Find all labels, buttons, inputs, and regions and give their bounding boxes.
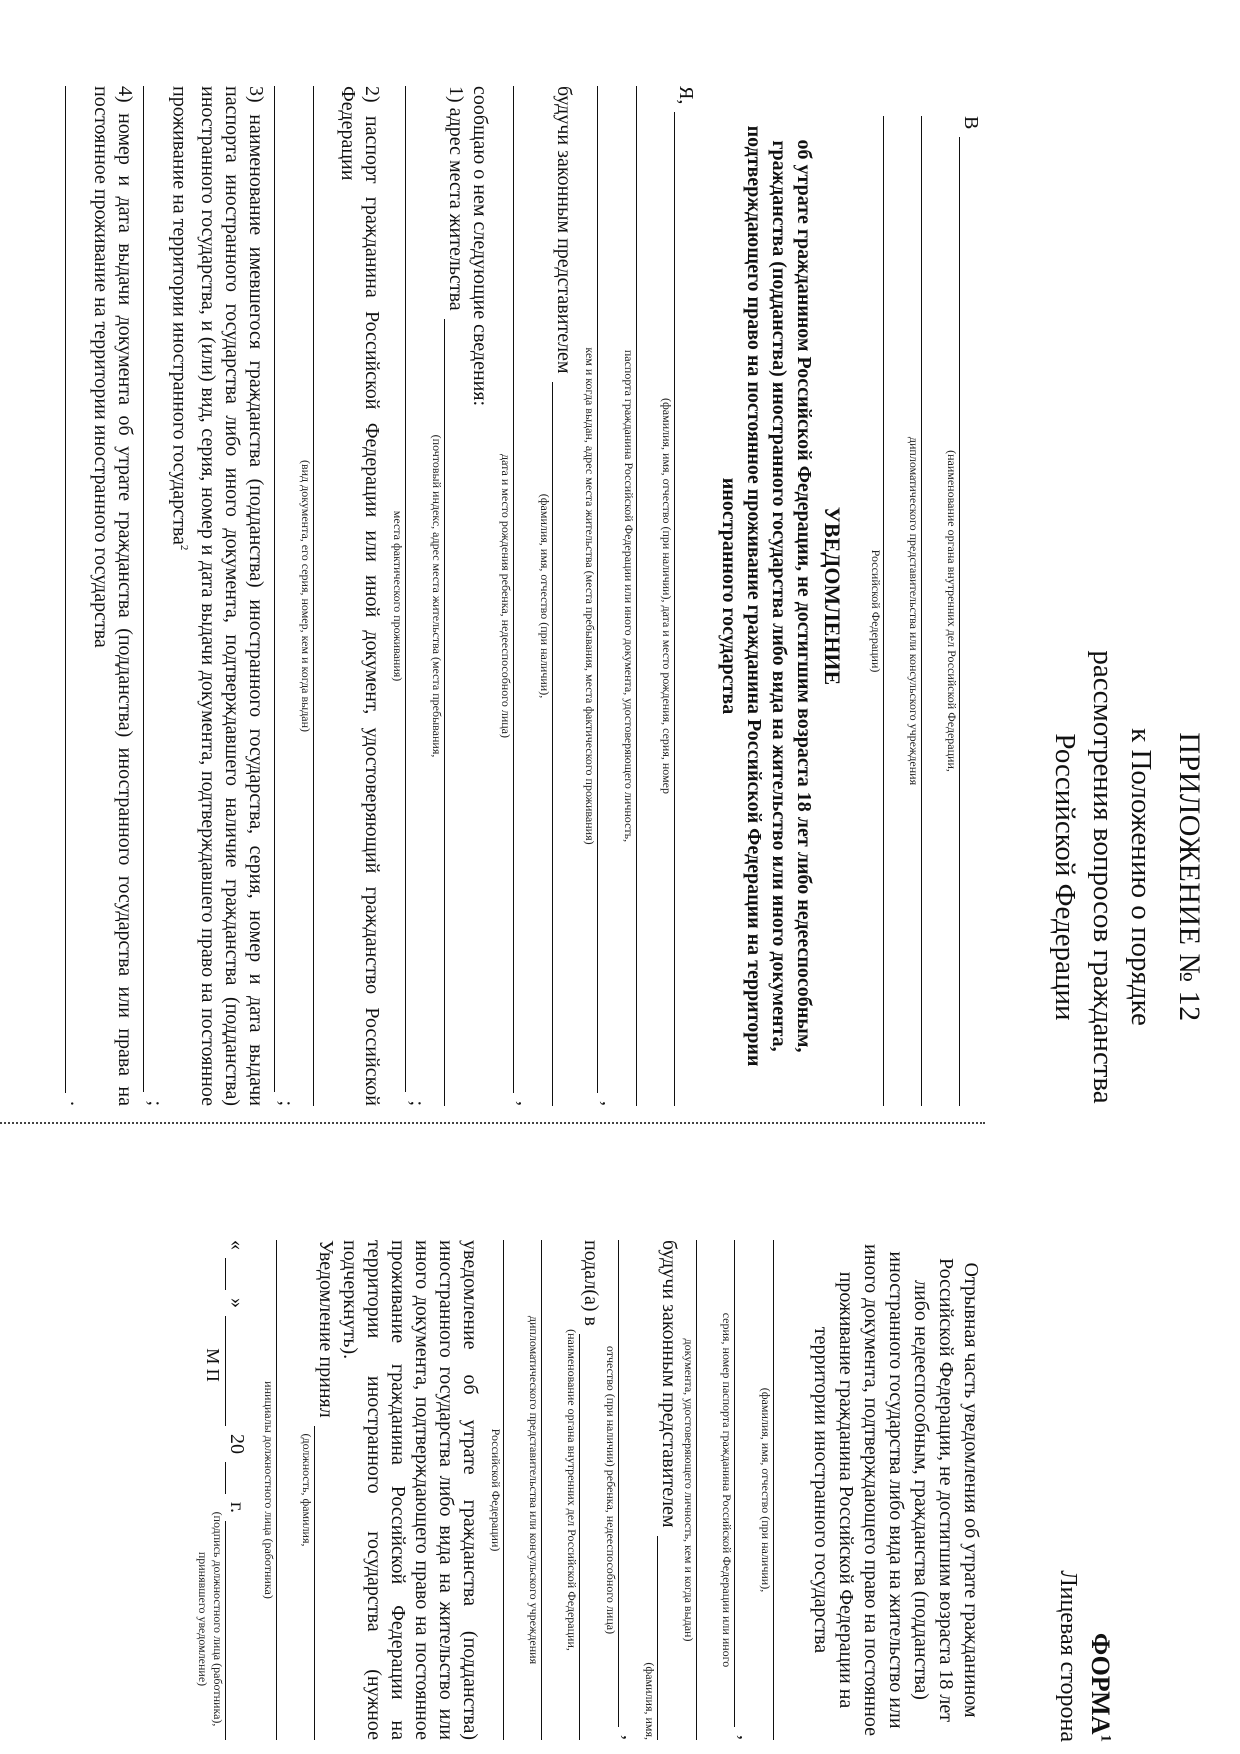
tear-off-part bbox=[195, 1240, 983, 1740]
appendix-subtitle bbox=[1046, 0, 1160, 1754]
tear-passport-field[interactable] bbox=[734, 1240, 757, 1727]
tear-passport-caption: серия, номер паспорта гражданина Российской Федерации или иного bbox=[720, 1312, 734, 1668]
doc-caption: (вид документа, его серия, номер, кем и когда выдан) bbox=[299, 459, 313, 733]
addressee-row bbox=[959, 116, 983, 1106]
subtitle-line: Российской Федерации bbox=[1049, 733, 1081, 1021]
signature-caption: (подпись должностного лица (работника), принявшего уведомление) bbox=[196, 1511, 225, 1727]
issued-caption: кем и когда выдан, адрес места жительства (места пребывания, места фактического проживания) bbox=[583, 347, 597, 845]
residence-address-field[interactable] bbox=[444, 319, 467, 1106]
report-intro: сообщаю о нем следующие сведения: bbox=[469, 86, 491, 407]
legal-rep-row bbox=[552, 86, 576, 1106]
tear-notice-text: уведомление об утрате гражданства (подданства) иностранного государства либо вида на жительство или иного документа, подтверждающего право на постоянное проживание гражданина Российской Федерации на территории иностранного государства (нужное подчеркнуть). bbox=[339, 1240, 481, 1740]
date-year-suffix: г. bbox=[226, 1502, 248, 1513]
tear-child-field[interactable] bbox=[618, 1240, 641, 1727]
org-caption: (наименование органа внутренних дел Российской Федерации, bbox=[565, 1329, 579, 1651]
form-mark bbox=[1054, 1512, 1115, 1742]
notice-form bbox=[65, 86, 983, 1106]
tear-doc-caption: документа, удостоверяющего личность, кем и когда выдан) bbox=[682, 1338, 696, 1642]
child-birth-row: , bbox=[513, 86, 537, 1106]
position-caption: (должность, фамилия, bbox=[300, 1433, 314, 1547]
foreign-citizenship-field[interactable] bbox=[143, 86, 166, 1092]
stamp-label: М П bbox=[203, 1348, 223, 1382]
item-1-row bbox=[444, 86, 468, 1106]
notice-subject: об утрате гражданином Российской Федерации, не достигшим возраста 18 лет либо недееспособным, гражданства (подданства) иностранного государства либо вида на жительство или иного документа, подтверждающего право на постоянное проживание гражданина Российской Федерации на территории иностранного государства bbox=[718, 125, 815, 1067]
tear-child-caption: отчество (при наличии) ребенка, недееспособного лица) bbox=[604, 1345, 618, 1635]
issued-row: , bbox=[597, 86, 621, 1106]
child-birth-field[interactable] bbox=[513, 86, 536, 1093]
tear-child-row: , bbox=[618, 1240, 642, 1740]
notice-title: УВЕДОМЛЕНИЕ bbox=[820, 506, 845, 686]
address-caption: места фактического проживания) bbox=[391, 510, 405, 682]
item-4-text: 4) номер и дата выдачи документа об утрате гражданства (подданства) иностранного государства или права на постоянное проживание на территории иностранного государства bbox=[90, 86, 137, 1106]
applicant-row bbox=[674, 86, 698, 1106]
submitted-org-field-3[interactable] bbox=[503, 1240, 526, 1740]
org-caption: дипломатического представительства или консульского учреждения bbox=[527, 1315, 541, 1665]
item-3-row: ; bbox=[143, 86, 167, 1106]
tear-name-field[interactable] bbox=[773, 1240, 796, 1740]
appendix-title: ПРИЛОЖЕНИЕ № 12 bbox=[1173, 732, 1206, 1022]
applicant-caption: (фамилия, имя, отчество (при наличии), дата и место рождения, серия, номер bbox=[660, 398, 674, 794]
passport-rf-field-2[interactable] bbox=[274, 86, 297, 1092]
item-3-footnote: 2 bbox=[178, 544, 190, 551]
passport-rf-field[interactable] bbox=[313, 86, 336, 1106]
date-signature-row bbox=[225, 1240, 249, 1740]
date-year-prefix: 20 bbox=[226, 1434, 248, 1454]
accepted-label: Уведомление принял bbox=[315, 1240, 337, 1418]
addressee-caption: Российской Федерации) bbox=[869, 549, 883, 673]
addressee-field[interactable] bbox=[959, 137, 982, 1106]
addressee-field-3[interactable] bbox=[883, 116, 906, 1106]
item-4-row: . bbox=[65, 86, 89, 1106]
addressee-field-2[interactable] bbox=[921, 116, 944, 1106]
tear-off-line bbox=[0, 1122, 985, 1124]
passport-field[interactable] bbox=[636, 86, 659, 1106]
residence-address-field-2[interactable] bbox=[405, 86, 428, 1092]
accepted-field-2[interactable] bbox=[276, 1240, 299, 1740]
tear-child-name-caption: (фамилия, имя, bbox=[643, 1662, 657, 1740]
submitted-org-field[interactable] bbox=[579, 1334, 602, 1740]
tear-legal-rep-row bbox=[657, 1240, 681, 1740]
subtitle-line: к Положению о порядке bbox=[1125, 728, 1157, 1026]
org-caption: Российской Федерации) bbox=[489, 1428, 503, 1552]
tear-doc-field[interactable] bbox=[696, 1240, 719, 1740]
addressee-caption: (наименование органа внутренних дел Российской Федерации, bbox=[945, 450, 959, 772]
child-birth-caption: дата и место рождения ребенка, недееспособного лица) bbox=[499, 454, 513, 738]
accepted-row bbox=[314, 1240, 338, 1740]
doc-row-2: ; bbox=[274, 86, 298, 1106]
addressee-caption: дипломатического представительства или консульского учреждения bbox=[907, 436, 921, 786]
legal-rep-label: будучи законным представителем bbox=[553, 86, 575, 374]
applicant-field[interactable] bbox=[674, 112, 697, 1106]
form-footnote-mark: 1 bbox=[1097, 1734, 1114, 1742]
addressee-block bbox=[868, 86, 983, 1106]
tear-child-name-field[interactable] bbox=[657, 1536, 680, 1740]
form-title-text: ФОРМА bbox=[1086, 1632, 1115, 1735]
item-3-body: 3) наименование имевшегося гражданства (подданства) иностранного государства, серия, номер и дата выдачи паспорта иностранного государства либо иного документа, подтверждавшего наличие гражданства (подданства) иностранного государства, и (или) вид, серия, номер и дата выдачи документа, подтверждавшего право на постоянное проживание на территории иностранного государства bbox=[168, 86, 267, 1106]
submitted-label: подал(а) в bbox=[580, 1240, 602, 1326]
tear-legal-rep-label: будучи законным представителем bbox=[658, 1240, 680, 1528]
form-side-label: Лицевая сторона bbox=[1055, 1570, 1081, 1742]
item-2-text: 2) паспорт гражданина Российской Федерации или иной документ, удостоверяющий гражданство Российской Федерации bbox=[337, 86, 383, 1106]
accepted-field[interactable] bbox=[314, 1426, 337, 1740]
passport-caption: паспорта гражданина Российской Федерации или иного документа, удостоверяющего личность, bbox=[622, 349, 636, 843]
initials-caption: инициалы должностного лица (работника) bbox=[262, 1381, 276, 1599]
issued-field[interactable] bbox=[597, 86, 620, 1093]
tear-off-title: Отрывная часть уведомления об утрате гражданином Российской Федерации, не достигшим возраста 18 лет либо недееспособным, гражданства (подданства) иностранного государства либо вида на жительство или иного документа, подтверждающего право на постоянное проживание гражданина Российской Федерации на территории иностранного государства bbox=[810, 1244, 982, 1736]
subtitle-line: рассмотрения вопросов гражданства bbox=[1087, 650, 1119, 1104]
applicant-prefix: Я, bbox=[675, 86, 697, 105]
tear-passport-row: , bbox=[734, 1240, 758, 1740]
tear-name-caption: (фамилия, имя, отчество (при наличии), bbox=[759, 1387, 773, 1593]
date-close-quote: » bbox=[226, 1298, 248, 1308]
date-open-quote: « bbox=[226, 1240, 248, 1250]
item-1-label: 1) адрес места жительства bbox=[445, 86, 467, 311]
address-caption: (почтовый индекс, адрес места жительства (места пребывания, bbox=[430, 434, 444, 758]
date-month-field[interactable] bbox=[225, 1316, 248, 1426]
stamp-row bbox=[195, 1240, 225, 1740]
submitted-org-field-2[interactable] bbox=[541, 1240, 564, 1740]
signature-field[interactable] bbox=[225, 1521, 248, 1740]
form-title bbox=[1085, 1512, 1115, 1742]
item-3-text bbox=[167, 86, 268, 1106]
address-row-2: ; bbox=[405, 86, 429, 1106]
submitted-row bbox=[579, 1240, 603, 1740]
loss-document-field[interactable] bbox=[65, 86, 88, 1093]
date-day-field[interactable] bbox=[225, 1258, 248, 1290]
addressee-prefix: В bbox=[960, 116, 982, 130]
child-name-field[interactable] bbox=[552, 382, 575, 1106]
child-name-caption: (фамилия, имя, отчество (при наличии), bbox=[538, 493, 552, 699]
date-year-field[interactable] bbox=[225, 1462, 248, 1494]
document-header bbox=[1046, 0, 1206, 1754]
